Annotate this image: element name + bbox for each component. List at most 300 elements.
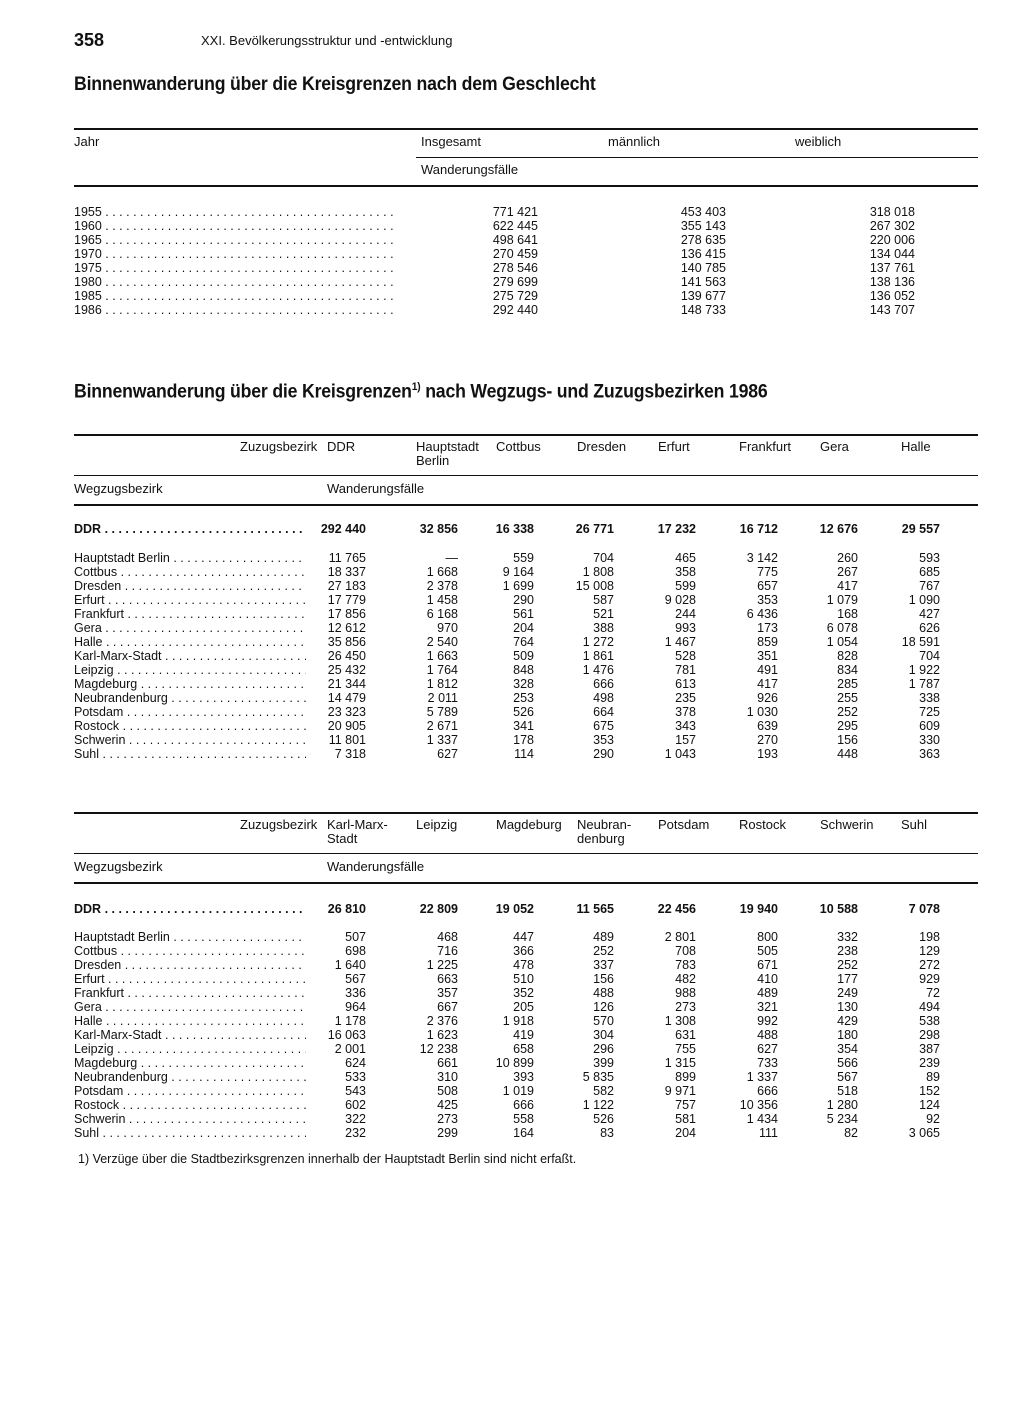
cell-value: 1 178: [334, 1014, 366, 1028]
cell-value: 783: [675, 958, 696, 972]
row-year: 1960 . . .: [74, 219, 394, 233]
cell-value: 249: [837, 986, 858, 1000]
cell-value: 538: [919, 1014, 940, 1028]
cell-value: 1 122: [582, 1098, 614, 1112]
cell-value: 468: [437, 930, 458, 944]
column-header-line2: Berlin: [416, 453, 450, 468]
column-header: [901, 818, 927, 832]
row-label: Magdeburg . . .: [74, 677, 306, 691]
cell-value: 366: [513, 944, 534, 958]
column-header-line1: Halle: [901, 439, 931, 454]
row-label: Potsdam . . .: [74, 705, 306, 719]
cell-female: 138 136: [869, 275, 915, 289]
cell-female: 143 707: [869, 303, 915, 317]
cell-value: 3 065: [908, 1126, 940, 1140]
cell-value: 1 019: [502, 1084, 534, 1098]
cell-value: 9 164: [502, 565, 534, 579]
table-row: [74, 303, 978, 317]
cell-value: 417: [837, 579, 858, 593]
cell-value: 639: [757, 719, 778, 733]
cell-value: 152: [919, 1084, 940, 1098]
row-label: Cottbus . . .: [74, 944, 306, 958]
column-header-line1: Leipzig: [416, 817, 458, 832]
cell-value: 1 623: [426, 1028, 458, 1042]
cell-value: 18 337: [327, 565, 366, 579]
cell-value: 82: [844, 1126, 858, 1140]
row-year: 1965 . . .: [74, 233, 394, 247]
table-row: [74, 691, 978, 705]
cell-value: 9 971: [664, 1084, 696, 1098]
cell-value: 627: [757, 1042, 778, 1056]
cell-value: 198: [919, 930, 940, 944]
cell-value: 627: [437, 747, 458, 761]
cell-value: 429: [837, 1014, 858, 1028]
cell-value: 970: [437, 621, 458, 635]
cell-value: 708: [675, 944, 696, 958]
table-row: [74, 621, 978, 635]
table2a-mid-rule: [74, 475, 978, 476]
cell-value: 755: [675, 1042, 696, 1056]
cell-value: 1 272: [582, 635, 614, 649]
cell-value: 252: [593, 944, 614, 958]
cell-value: 358: [675, 565, 696, 579]
cell-value: 498: [593, 691, 614, 705]
cell-value: 126: [593, 1000, 614, 1014]
row-label: Neubrandenburg . . .: [74, 691, 306, 705]
cell-value: 671: [757, 958, 778, 972]
cell-value: 16 712: [739, 522, 778, 536]
cell-value: 26 771: [575, 522, 614, 536]
cell-value: 304: [593, 1028, 614, 1042]
column-header-line1: Schwerin: [820, 817, 874, 832]
cell-value: 1 918: [502, 1014, 534, 1028]
column-header: [658, 440, 690, 454]
cell-value: 1 640: [334, 958, 366, 972]
row-year: 1986 . . .: [74, 303, 394, 317]
row-label: Gera . . .: [74, 1000, 306, 1014]
table-row: [74, 986, 978, 1000]
cell-value: 26 450: [327, 649, 366, 663]
cell-value: 587: [593, 593, 614, 607]
cell-value: 273: [437, 1112, 458, 1126]
cell-value: 419: [513, 1028, 534, 1042]
cell-value: 704: [919, 649, 940, 663]
row-label: Frankfurt . . .: [74, 607, 306, 621]
table1-title: Binnenwanderung über die Kreisgrenzen nach dem Geschlecht: [74, 74, 596, 95]
cell-value: 260: [837, 551, 858, 565]
cell-total: 279 699: [492, 275, 538, 289]
cell-value: 173: [757, 621, 778, 635]
column-header-line1: DDR: [327, 439, 356, 454]
cell-value: 478: [513, 958, 534, 972]
row-label: DDR . . .: [74, 522, 306, 536]
column-header-line1: Cottbus: [496, 439, 541, 454]
table2a-wegzug-label: Wegzugsbezirk: [74, 481, 163, 496]
row-label: Hauptstadt Berlin . . .: [74, 930, 306, 944]
row-label: Erfurt . . .: [74, 972, 306, 986]
table-row: [74, 733, 978, 747]
cell-value: 399: [593, 1056, 614, 1070]
column-header-line1: Erfurt: [658, 439, 690, 454]
cell-value: 533: [345, 1070, 366, 1084]
table2-title-rest: nach Wegzugs- und Zuzugsbezirken 1986: [420, 381, 768, 403]
column-header: [739, 818, 786, 832]
cell-value: 12 238: [419, 1042, 458, 1056]
cell-value: 310: [437, 1070, 458, 1084]
column-header: [327, 818, 388, 846]
cell-value: 929: [919, 972, 940, 986]
cell-value: 272: [919, 958, 940, 972]
cell-value: 1 337: [426, 733, 458, 747]
cell-value: 667: [437, 1000, 458, 1014]
cell-value: 255: [837, 691, 858, 705]
cell-value: 290: [593, 747, 614, 761]
table-row: [74, 593, 978, 607]
cell-value: 657: [757, 579, 778, 593]
cell-value: 16 063: [327, 1028, 366, 1042]
row-label: Karl-Marx-Stadt . . .: [74, 1028, 306, 1042]
cell-value: 926: [757, 691, 778, 705]
cell-value: 204: [513, 621, 534, 635]
cell-value: 205: [513, 1000, 534, 1014]
cell-value: 130: [837, 1000, 858, 1014]
table-row: [74, 1126, 978, 1140]
cell-value: 1 812: [426, 677, 458, 691]
cell-value: 6 436: [746, 607, 778, 621]
cell-value: 35 856: [327, 635, 366, 649]
cell-value: 609: [919, 719, 940, 733]
table1-header-male: männlich: [608, 134, 661, 149]
cell-value: 508: [437, 1084, 458, 1098]
cell-value: 1 787: [908, 677, 940, 691]
table-row: [74, 663, 978, 677]
cell-value: 32 856: [419, 522, 458, 536]
cell-value: 993: [675, 621, 696, 635]
cell-female: 267 302: [869, 219, 915, 233]
cell-total: 771 421: [492, 205, 538, 219]
cell-value: 848: [513, 663, 534, 677]
row-label: Gera . . .: [74, 621, 306, 635]
cell-value: 129: [919, 944, 940, 958]
cell-value: 83: [600, 1126, 614, 1140]
cell-value: 663: [437, 972, 458, 986]
cell-value: 22 456: [657, 902, 696, 916]
row-label: Potsdam . . .: [74, 1084, 306, 1098]
cell-value: 447: [513, 930, 534, 944]
cell-value: 3 142: [746, 551, 778, 565]
cell-value: 1 458: [426, 593, 458, 607]
cell-value: 267: [837, 565, 858, 579]
page-header: [74, 30, 978, 50]
cell-total: 278 546: [492, 261, 538, 275]
footnote: 1) Verzüge über die Stadtbezirksgrenzen innerhalb der Hauptstadt Berlin sind nicht erfaßt.: [78, 1152, 577, 1166]
cell-value: 561: [513, 607, 534, 621]
cell-value: 168: [837, 607, 858, 621]
table-row: [74, 1056, 978, 1070]
row-label: Schwerin . . .: [74, 733, 306, 747]
cell-value: 357: [437, 986, 458, 1000]
cell-value: 252: [837, 705, 858, 719]
cell-value: 378: [675, 705, 696, 719]
cell-value: 448: [837, 747, 858, 761]
column-header-line1: Suhl: [901, 817, 928, 832]
cell-value: 666: [757, 1084, 778, 1098]
cell-value: 1 315: [664, 1056, 696, 1070]
cell-value: 1 043: [664, 747, 696, 761]
table-row: [74, 275, 978, 289]
column-header-line1: Hauptstadt: [416, 439, 479, 454]
cell-value: 351: [757, 649, 778, 663]
cell-value: 899: [675, 1070, 696, 1084]
table-row: [74, 719, 978, 733]
column-header: [739, 440, 791, 454]
cell-value: 410: [757, 972, 778, 986]
cell-value: 488: [757, 1028, 778, 1042]
cell-value: 626: [919, 621, 940, 635]
cell-female: 136 052: [869, 289, 915, 303]
cell-value: 19 940: [739, 902, 778, 916]
cell-value: 675: [593, 719, 614, 733]
table1-header-unit: Wanderungsfälle: [421, 162, 519, 177]
cell-value: 1 225: [426, 958, 458, 972]
cell-value: 1 476: [582, 663, 614, 677]
table-row: [74, 233, 978, 247]
row-label: Schwerin . . .: [74, 1112, 306, 1126]
row-label: Rostock . . .: [74, 719, 306, 733]
cell-value: 111: [758, 1126, 778, 1140]
cell-total: 498 641: [492, 233, 538, 247]
cell-value: 10 588: [819, 902, 858, 916]
table2a-header-bottom-rule: [74, 504, 978, 506]
cell-male: 148 733: [680, 303, 726, 317]
cell-value: 1 764: [426, 663, 458, 677]
row-label: Suhl . . .: [74, 747, 306, 761]
cell-value: 489: [757, 986, 778, 1000]
cell-value: 781: [675, 663, 696, 677]
cell-total: 270 459: [492, 247, 538, 261]
table-row: [74, 635, 978, 649]
cell-value: 559: [513, 551, 534, 565]
cell-value: 567: [837, 1070, 858, 1084]
cell-value: 613: [675, 677, 696, 691]
table-row: [74, 579, 978, 593]
row-label: Halle . . .: [74, 1014, 306, 1028]
cell-value: 352: [513, 986, 534, 1000]
table-row: [74, 705, 978, 719]
column-header: [496, 440, 541, 454]
cell-value: 156: [593, 972, 614, 986]
column-header-line2: denburg: [577, 831, 625, 846]
cell-value: 296: [593, 1042, 614, 1056]
table2b-wegzug-label: Wegzugsbezirk: [74, 859, 163, 874]
cell-value: 273: [675, 1000, 696, 1014]
cell-value: 387: [919, 1042, 940, 1056]
cell-value: 5 789: [426, 705, 458, 719]
column-header: [416, 818, 457, 832]
page-number: 358: [74, 30, 105, 50]
cell-value: 716: [437, 944, 458, 958]
cell-value: 337: [593, 958, 614, 972]
table1-header-year: Jahr: [74, 134, 100, 149]
cell-value: 526: [593, 1112, 614, 1126]
cell-value: 425: [437, 1098, 458, 1112]
cell-total: 622 445: [492, 219, 538, 233]
cell-value: 388: [593, 621, 614, 635]
cell-value: 507: [345, 930, 366, 944]
cell-value: 2 540: [426, 635, 458, 649]
cell-value: 10 356: [739, 1098, 778, 1112]
table2a-unit: Wanderungsfälle: [327, 481, 425, 496]
cell-value: 270: [757, 733, 778, 747]
cell-value: 800: [757, 930, 778, 944]
cell-value: 1 861: [582, 649, 614, 663]
cell-value: 1 090: [908, 593, 940, 607]
table-row: [74, 1042, 978, 1056]
table2a-zuzug-label: Zuzugsbezirk: [240, 439, 318, 454]
table2b-top-rule: [74, 812, 978, 814]
row-label: Leipzig . . .: [74, 1042, 306, 1056]
cell-value: 5 234: [826, 1112, 858, 1126]
cell-value: 23 323: [327, 705, 366, 719]
cell-female: 134 044: [869, 247, 915, 261]
cell-value: 180: [837, 1028, 858, 1042]
cell-value: 685: [919, 565, 940, 579]
cell-value: 17 779: [327, 593, 366, 607]
row-label: Dresden . . .: [74, 579, 306, 593]
column-header: [496, 818, 562, 832]
cell-value: 12 612: [327, 621, 366, 635]
cell-value: 363: [919, 747, 940, 761]
row-label: Hauptstadt Berlin . . .: [74, 551, 306, 565]
column-header-line1: Gera: [820, 439, 849, 454]
table-row: [74, 247, 978, 261]
cell-value: 602: [345, 1098, 366, 1112]
section-title: XXI. Bevölkerungsstruktur und -entwicklung: [201, 33, 453, 48]
cell-value: 157: [675, 733, 696, 747]
cell-value: 558: [513, 1112, 534, 1126]
cell-value: 964: [345, 1000, 366, 1014]
column-header-line2: Stadt: [327, 831, 358, 846]
cell-value: 664: [593, 705, 614, 719]
cell-value: 757: [675, 1098, 696, 1112]
cell-value: 10 899: [495, 1056, 534, 1070]
cell-value: 2 671: [426, 719, 458, 733]
cell-value: 2 378: [426, 579, 458, 593]
row-year: 1955 . . .: [74, 205, 394, 219]
table1-header-bottom-rule: [74, 185, 978, 187]
cell-value: 26 810: [327, 902, 366, 916]
cell-value: 353: [593, 733, 614, 747]
row-label: Neubrandenburg . . .: [74, 1070, 306, 1084]
cell-value: 285: [837, 677, 858, 691]
cell-value: 354: [837, 1042, 858, 1056]
cell-value: 510: [513, 972, 534, 986]
table-row: [74, 958, 978, 972]
cell-female: 318 018: [869, 205, 915, 219]
column-header-line1: Neubran-: [577, 817, 632, 832]
table-row: [74, 677, 978, 691]
cell-value: 1 308: [664, 1014, 696, 1028]
cell-value: 14 479: [327, 691, 366, 705]
cell-value: 526: [513, 705, 534, 719]
cell-value: 2 801: [664, 930, 696, 944]
cell-value: 253: [513, 691, 534, 705]
cell-value: 235: [675, 691, 696, 705]
cell-value: 353: [757, 593, 778, 607]
cell-value: 528: [675, 649, 696, 663]
cell-value: 5 835: [582, 1070, 614, 1084]
table-row: [74, 1084, 978, 1098]
column-header: [327, 440, 355, 454]
cell-value: 244: [675, 607, 696, 621]
table1-header-female: weiblich: [795, 134, 842, 149]
cell-male: 139 677: [680, 289, 726, 303]
cell-value: 239: [919, 1056, 940, 1070]
row-label: Cottbus . . .: [74, 565, 306, 579]
row-label: Dresden . . .: [74, 958, 306, 972]
cell-value: 494: [919, 1000, 940, 1014]
column-header: [820, 818, 873, 832]
cell-value: 666: [593, 677, 614, 691]
table-row: [74, 1112, 978, 1126]
cell-value: 338: [919, 691, 940, 705]
cell-value: 156: [837, 733, 858, 747]
table-row: [74, 944, 978, 958]
table1-top-rule: [74, 128, 978, 130]
cell-value: 1 434: [746, 1112, 778, 1126]
column-header-line1: Frankfurt: [739, 439, 792, 454]
cell-value: 570: [593, 1014, 614, 1028]
cell-value: 92: [926, 1112, 940, 1126]
cell-value: 491: [757, 663, 778, 677]
table2b-mid-rule: [74, 853, 978, 854]
cell-value: 328: [513, 677, 534, 691]
row-label: Rostock . . .: [74, 1098, 306, 1112]
cell-value: 9 028: [664, 593, 696, 607]
column-header-line1: Magdeburg: [496, 817, 562, 832]
table-row: [74, 261, 978, 275]
cell-value: 18 591: [901, 635, 940, 649]
cell-value: 393: [513, 1070, 534, 1084]
cell-value: 834: [837, 663, 858, 677]
cell-value: 518: [837, 1084, 858, 1098]
cell-value: 1 922: [908, 663, 940, 677]
cell-value: —: [445, 551, 458, 565]
cell-value: 1 699: [502, 579, 534, 593]
cell-value: 298: [919, 1028, 940, 1042]
cell-value: 465: [675, 551, 696, 565]
cell-value: 543: [345, 1084, 366, 1098]
column-header-line1: Dresden: [577, 439, 627, 454]
cell-total: 275 729: [492, 289, 538, 303]
cell-value: 177: [837, 972, 858, 986]
table1-sub-rule: [416, 157, 978, 158]
total-row: [74, 902, 978, 916]
table-row: [74, 1098, 978, 1112]
table2b-header-bottom-rule: [74, 882, 978, 884]
cell-value: 22 809: [419, 902, 458, 916]
cell-value: 775: [757, 565, 778, 579]
cell-value: 17 232: [657, 522, 696, 536]
cell-value: 12 676: [819, 522, 858, 536]
cell-male: 141 563: [680, 275, 726, 289]
cell-value: 489: [593, 930, 614, 944]
cell-value: 828: [837, 649, 858, 663]
cell-value: 666: [513, 1098, 534, 1112]
cell-value: 505: [757, 944, 778, 958]
cell-value: 11 801: [328, 733, 366, 747]
table-row: [74, 607, 978, 621]
